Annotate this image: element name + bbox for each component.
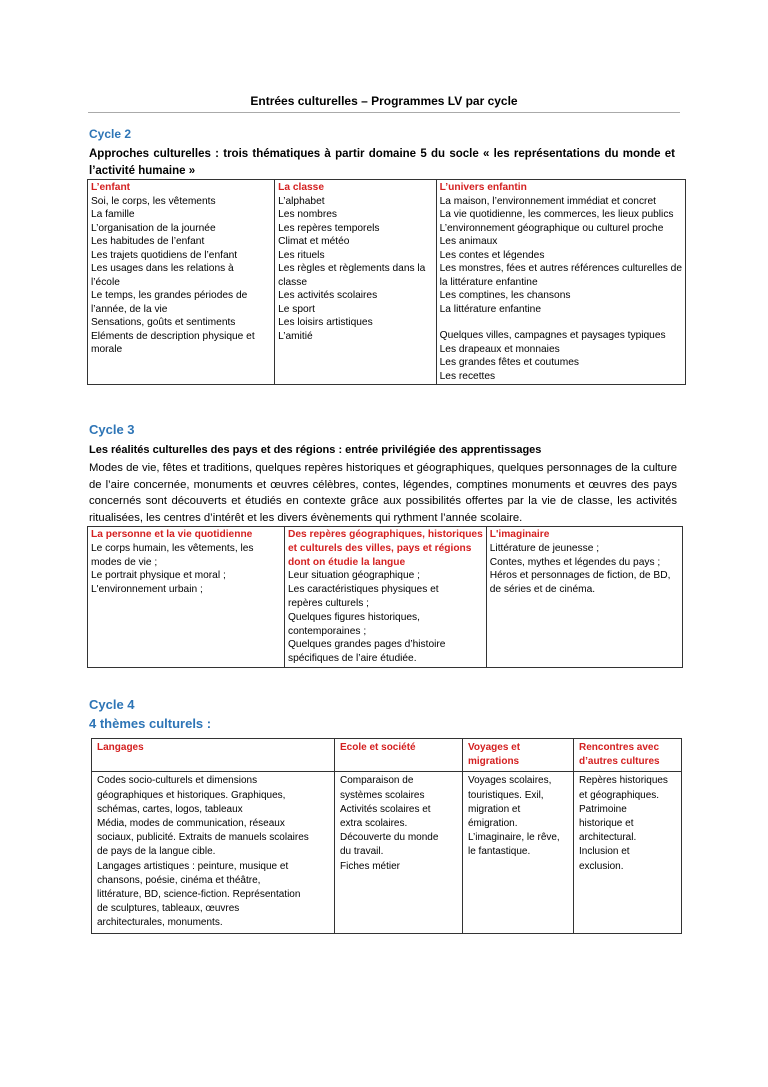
cycle2-col-lines xyxy=(278,195,433,344)
cycle4-body-row xyxy=(92,772,682,933)
cell-line: exclusion. xyxy=(579,860,624,872)
cell-line: L’alphabet xyxy=(278,195,325,207)
cell-line: de pays de la langue cible. xyxy=(97,846,216,858)
cell-line: Quelques villes, campagnes et paysages typiques xyxy=(439,330,666,341)
cell-line: contemporaines ; xyxy=(288,625,367,637)
cell-line: sociaux, publicité. Extraits de manuels scolaires xyxy=(97,832,309,844)
column-header-line: La personne et la vie quotidienne xyxy=(91,529,253,540)
column-header-line: dont on étudie la langue xyxy=(288,556,406,568)
cycle4-header-ecole xyxy=(335,739,463,772)
cell-line: l’année, de la vie xyxy=(91,303,168,315)
cycle3-col-imaginaire xyxy=(486,527,682,668)
cell-line: Sensations, goûts et sentiments xyxy=(91,317,236,328)
cell-line: migration et xyxy=(468,803,521,815)
cell-line: spécifiques de l’aire étudiée. xyxy=(288,653,417,665)
cell-line: architecturales, monuments. xyxy=(97,917,223,929)
column-header-line: d’autres cultures xyxy=(579,756,660,768)
cycle4-subheading: 4 thèmes culturels : xyxy=(89,716,212,731)
column-header-line: Voyages et xyxy=(468,742,521,753)
cycle4-header-voyages xyxy=(463,739,574,772)
cycle3-col-lines xyxy=(91,542,281,597)
cell-line: Leur situation géographique ; xyxy=(288,570,420,582)
cell-line: Les recettes xyxy=(439,370,496,382)
cycle2-col-enfant xyxy=(88,180,275,385)
cell-line: Les règles et règlements dans la xyxy=(278,263,426,274)
cycle3-col-lines xyxy=(490,542,679,597)
cell-line: Le corps humain, les vêtements, les xyxy=(91,542,254,554)
cycle4-header-rencontres xyxy=(574,739,682,772)
cycle4-header-langages xyxy=(92,739,335,772)
cell-line: et géographiques. xyxy=(579,789,660,801)
cycle4-heading: Cycle 4 xyxy=(89,697,135,712)
cycle4-col-lines xyxy=(579,774,676,873)
column-header: L’enfant xyxy=(91,182,131,193)
cell-line: L'environnement urbain ; xyxy=(91,584,203,596)
cell-line: classe xyxy=(278,276,307,288)
cell-line: Les animaux xyxy=(439,236,498,247)
cycle3-col-lines xyxy=(288,569,483,666)
cell-line: Les comptines, les chansons xyxy=(439,290,571,301)
cell-line: Les usages dans les relations à xyxy=(91,263,234,274)
cycle3-col-personne xyxy=(88,527,285,668)
cell-line: Littérature de jeunesse ; xyxy=(489,542,600,554)
cell-line: systèmes scolaires xyxy=(340,789,425,801)
cell-line: Les repères temporels xyxy=(278,222,380,234)
cell-line: Quelques grandes pages d’histoire xyxy=(288,639,446,651)
cell-line: schémas, cartes, logos, tableaux xyxy=(97,803,243,815)
cell-line: de séries et de cinéma. xyxy=(489,584,596,596)
cell-line: Fiches métier xyxy=(340,860,401,872)
column-header-line: et culturels des villes, pays et régions xyxy=(288,542,472,554)
cell-line: Héros et personnages de fiction, de BD, xyxy=(489,570,671,582)
cycle2-heading: Cycle 2 xyxy=(89,127,132,141)
cell-line: Langages artistiques : peinture, musique et xyxy=(97,860,289,872)
column-header xyxy=(490,528,679,542)
title-divider xyxy=(88,112,680,113)
cell-line: Codes socio-culturels et dimensions xyxy=(97,775,258,787)
cell-line: Le temps, les grandes périodes de xyxy=(91,290,248,301)
cycle2-col-lines xyxy=(91,195,271,357)
cell-line: Le sport xyxy=(278,303,315,315)
cycle3-table xyxy=(87,526,683,668)
cycle4-header-row xyxy=(92,739,682,772)
cycle4-col-rencontres xyxy=(574,772,682,933)
cell-line: géographiques et historiques. Graphiques, xyxy=(97,789,286,801)
cell-line: Les caractéristiques physiques et xyxy=(288,584,439,596)
column-header xyxy=(340,741,457,755)
cycle2-col-lines-after-gap xyxy=(440,329,682,383)
cell-line: L’environnement géographique ou culturel proche xyxy=(439,222,664,234)
cell-line: du travail. xyxy=(340,846,384,858)
line-gap xyxy=(440,316,682,329)
cell-line: Les rituels xyxy=(278,249,325,261)
cell-line: Les contes et légendes xyxy=(439,249,545,261)
cell-line: Patrimoine xyxy=(579,803,627,815)
cycle4-col-ecole xyxy=(335,772,463,933)
column-header xyxy=(579,741,676,769)
cycle3-paragraph: Modes de vie, fêtes et traditions, quelques repères historiques et géographiques, quelques personnages de la culture de l’aire concernée, monuments et œuvres célèbres, contes, légendes, comptines monuments et œuvres des pays concernés sont découverts et étudiés en contexte grâce aux possibilités offertes par la vie de classe, les activités ritualisées, les centres d’intérêt et les divers évènements qui rythment l’année scolaire. xyxy=(89,462,677,524)
cycle2-col-classe xyxy=(275,180,437,385)
cycle3-heading: Cycle 3 xyxy=(89,422,135,437)
cell-line: la littérature enfantine xyxy=(439,276,538,288)
column-header xyxy=(468,741,568,769)
cell-line: Les nombres xyxy=(278,209,338,220)
cycle4-col-voyages xyxy=(463,772,574,933)
cell-line: repères culturels ; xyxy=(288,597,369,609)
cell-line: Les loisirs artistiques xyxy=(278,317,373,328)
cycle4-table xyxy=(91,738,682,934)
cell-line: littérature, BD, science-fiction. Représentation xyxy=(97,889,301,901)
column-header xyxy=(97,741,329,755)
cell-line: modes de vie ; xyxy=(91,556,158,568)
cycle3-col-reperes xyxy=(285,527,487,668)
cell-line: Les activités scolaires xyxy=(278,290,378,301)
cell-line: Quelques figures historiques, xyxy=(288,611,420,623)
cell-line: Eléments de description physique et xyxy=(91,330,255,342)
column-header-line: Rencontres avec xyxy=(579,742,660,753)
cell-line: Contes, mythes et légendes du pays ; xyxy=(489,556,661,568)
cell-line: Les trajets quotidiens de l’enfant xyxy=(91,249,238,261)
cell-line: La maison, l’environnement immédiat et concret xyxy=(439,195,656,207)
cell-line: L’organisation de la journée xyxy=(91,222,216,234)
cell-line: La littérature enfantine xyxy=(439,303,542,315)
document-title: Entrées culturelles – Programmes LV par cycle xyxy=(250,94,518,108)
cell-line: Comparaison de xyxy=(340,775,414,787)
column-header-line: L'imaginaire xyxy=(489,529,550,540)
cell-line: Soi, le corps, les vêtements xyxy=(91,195,216,207)
column-header: La classe xyxy=(278,182,324,193)
cell-line: Climat et météo xyxy=(278,236,350,247)
cell-line: Repères historiques xyxy=(579,775,668,787)
cell-line: Le portrait physique et moral ; xyxy=(91,570,226,582)
cell-line: La vie quotidienne, les commerces, les lieux publics xyxy=(439,209,674,220)
cycle2-col-lines xyxy=(440,195,682,317)
cycle2-col-univers xyxy=(436,180,685,385)
cell-line: Découverte du monde xyxy=(340,832,439,844)
cycle2-intro: Approches culturelles : trois thématiques à partir domaine 5 du socle « les représentations du monde et l’activité humaine » xyxy=(89,148,675,177)
column-header: L’univers enfantin xyxy=(439,182,527,193)
cycle4-col-lines xyxy=(340,774,457,873)
cell-line: historique et xyxy=(579,818,634,830)
column-header xyxy=(91,528,281,542)
cell-line: L’amitié xyxy=(278,330,313,342)
cell-line: Média, modes de communication, réseaux xyxy=(97,818,285,830)
column-header xyxy=(288,528,483,569)
cell-line: de sculptures, tableaux, œuvres xyxy=(97,903,240,915)
cell-line: morale xyxy=(91,344,123,355)
column-header-line: Ecole et société xyxy=(340,742,416,753)
column-header-line: migrations xyxy=(468,756,520,768)
cell-line: La famille xyxy=(91,209,135,220)
cell-line: Les drapeaux et monnaies xyxy=(439,343,560,355)
cell-line: Inclusion et xyxy=(579,846,630,858)
cell-line: architectural. xyxy=(579,832,637,844)
cell-line: L’imaginaire, le rêve, xyxy=(468,832,560,844)
cell-line: chansons, poésie, cinéma et théâtre, xyxy=(97,874,261,886)
cell-line: Les habitudes de l’enfant xyxy=(91,236,205,247)
cell-line: touristiques. Exil, xyxy=(468,789,544,801)
cycle4-col-langages xyxy=(92,772,335,933)
cell-line: Activités scolaires et xyxy=(340,803,431,815)
cycle4-col-lines xyxy=(468,774,568,859)
cell-line: émigration. xyxy=(468,818,518,830)
cycle2-table xyxy=(87,179,686,385)
column-header-line: Des repères géographiques, historiques xyxy=(288,529,483,540)
cycle4-col-lines xyxy=(97,774,329,930)
cell-line: Les monstres, fées et autres références culturelles de xyxy=(439,263,682,274)
cell-line: l’école xyxy=(91,276,120,288)
cell-line: Voyages scolaires, xyxy=(468,775,552,787)
column-header-line: Langages xyxy=(97,742,144,753)
cell-line: extra scolaires. xyxy=(340,818,408,830)
cycle3-subheading: Les réalités culturelles des pays et des régions : entrée privilégiée des apprentissages xyxy=(89,444,542,456)
cell-line: Les grandes fêtes et coutumes xyxy=(439,357,579,368)
cell-line: le fantastique. xyxy=(468,846,531,858)
